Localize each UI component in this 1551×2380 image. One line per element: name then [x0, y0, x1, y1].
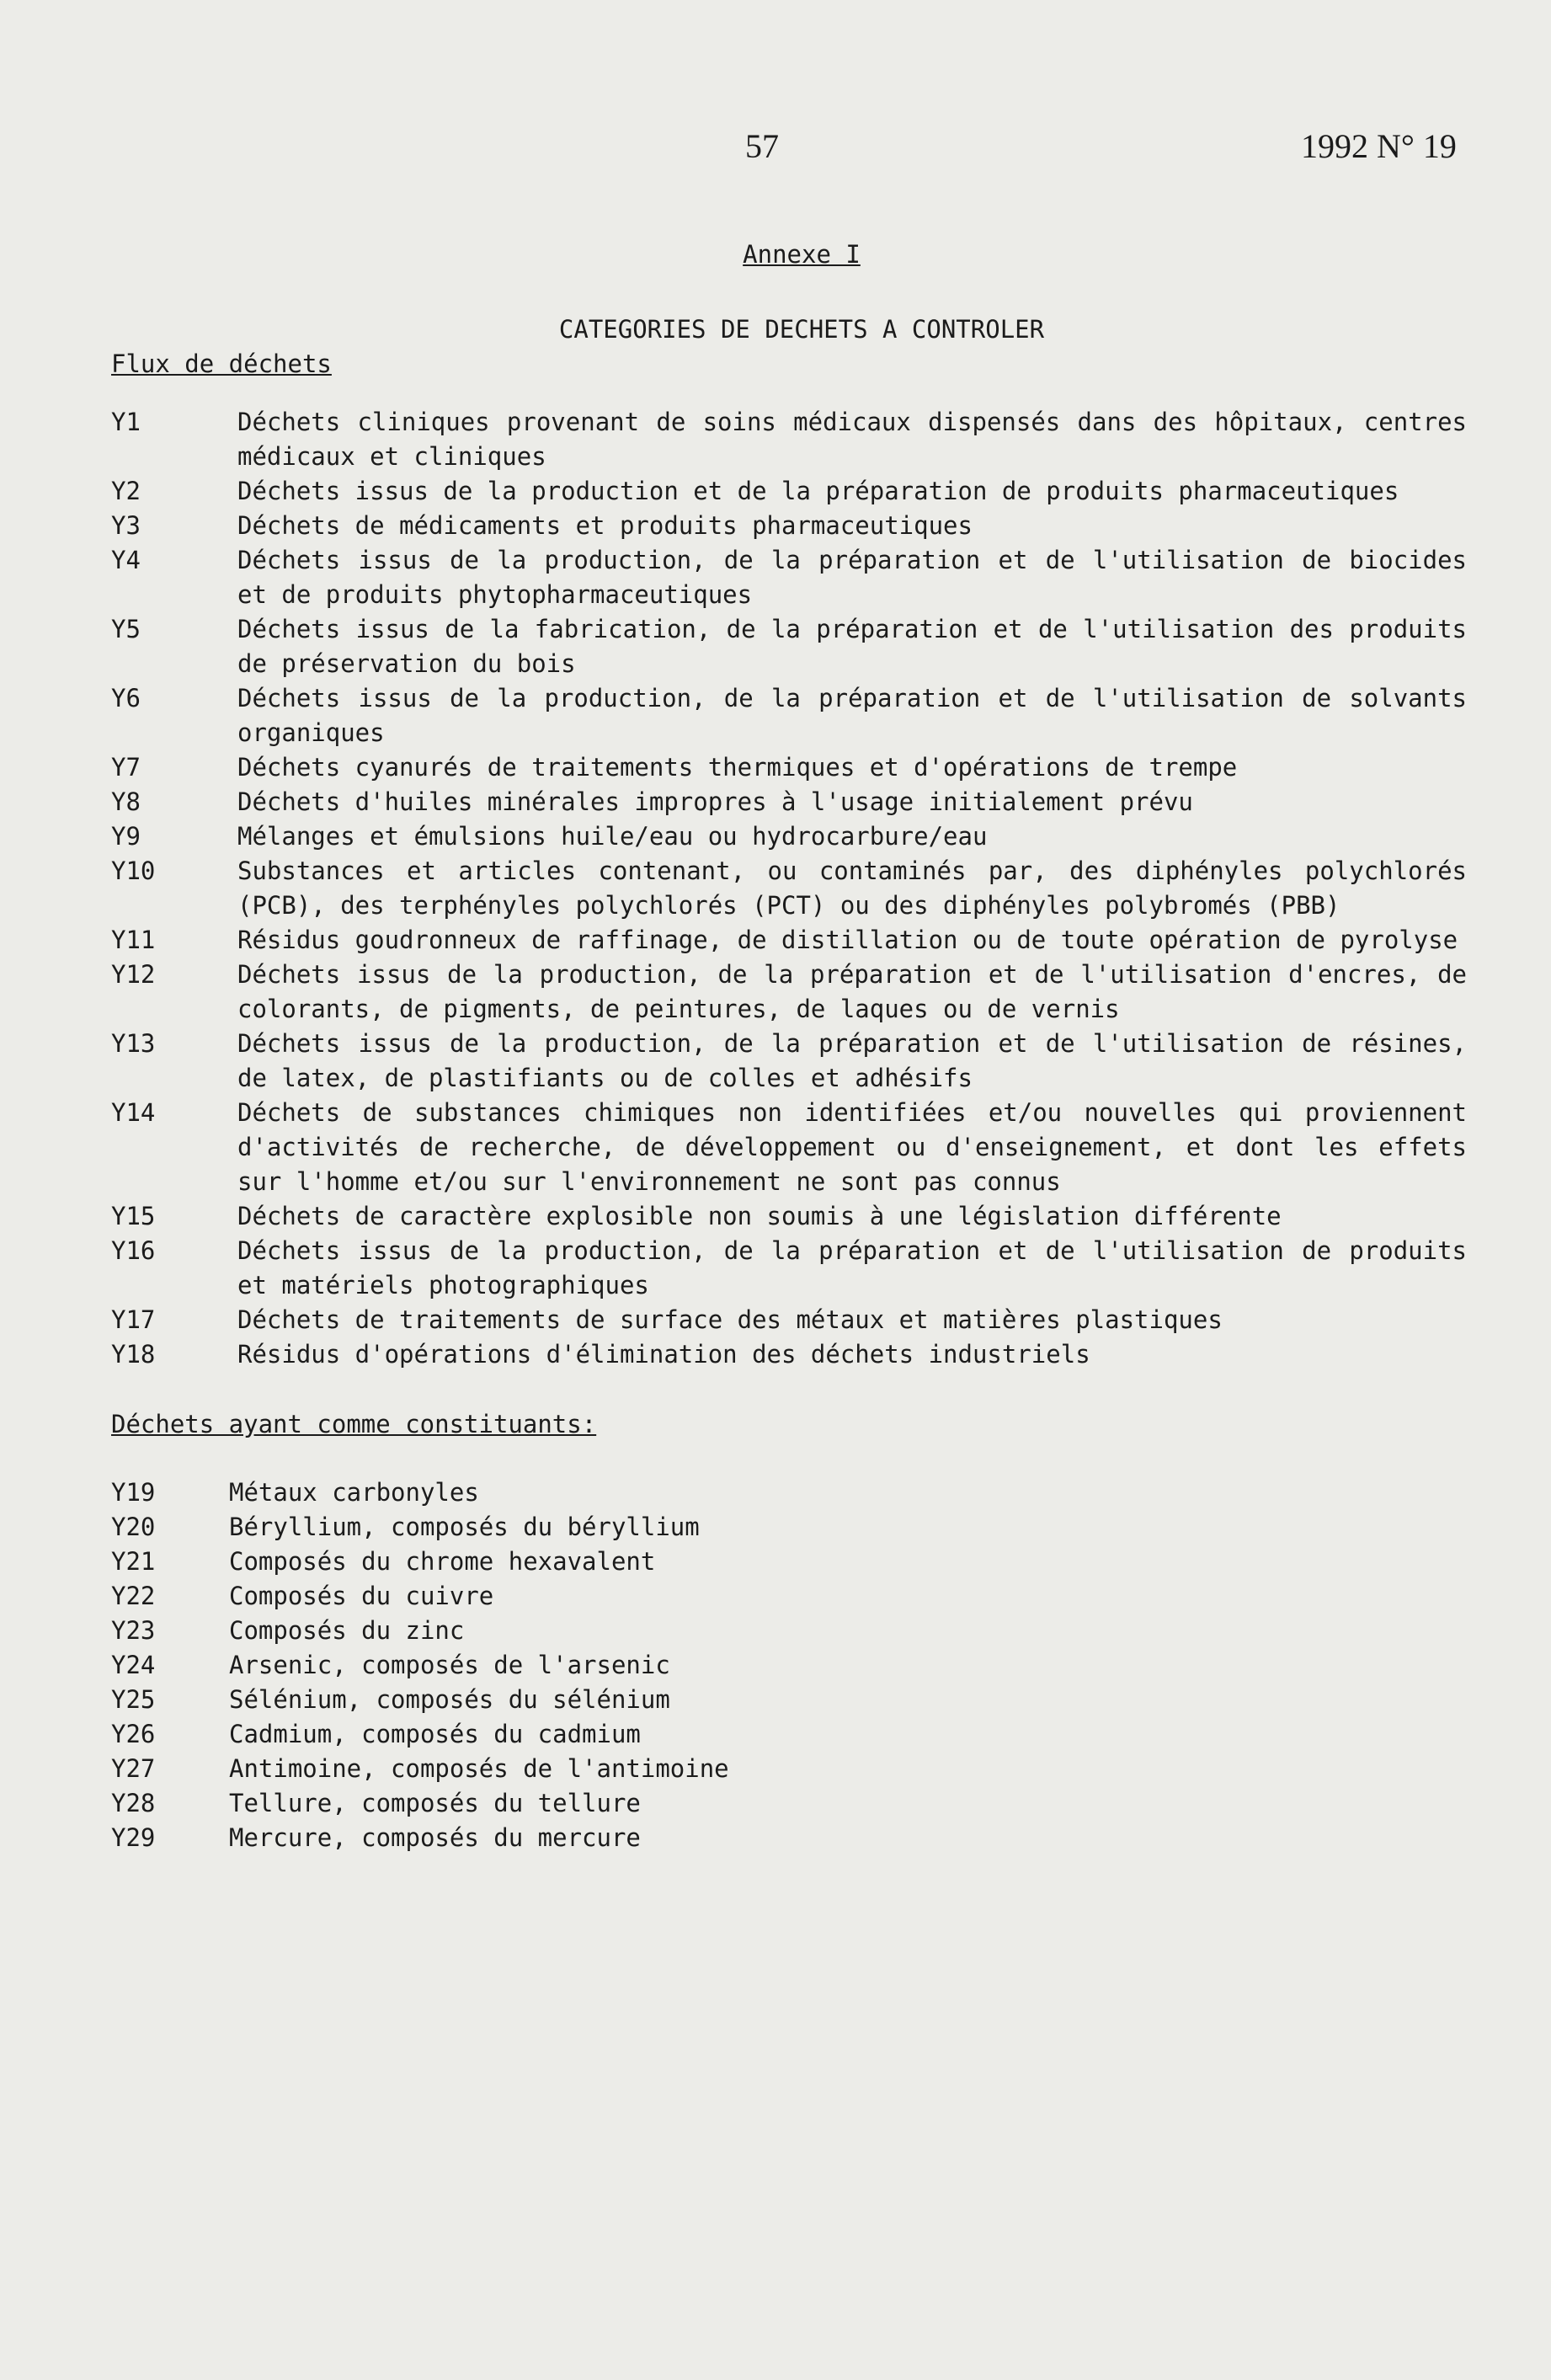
- entry-code: Y27: [111, 1754, 156, 1783]
- entry-code: Y11: [111, 926, 156, 954]
- section-heading-constituents: Déchets ayant comme constituants:: [111, 1410, 597, 1438]
- list-item: [111, 854, 1467, 923]
- entry-code: Y21: [111, 1547, 156, 1576]
- entry-description: Composés du zinc: [229, 1616, 465, 1645]
- list-item: [111, 1717, 1467, 1752]
- list-item: [111, 1821, 1467, 1855]
- list-item: [111, 750, 1467, 785]
- entry-description: Mercure, composés du mercure: [229, 1823, 641, 1852]
- entry-description: Antimoine, composés de l'antimoine: [229, 1754, 729, 1783]
- list-item: [111, 1614, 1467, 1648]
- entry-description: Déchets issus de la production, de la préparation et de l'utilisation de solvants organiques: [237, 684, 1467, 747]
- entry-description: Résidus d'opérations d'élimination des déchets industriels: [237, 1340, 1090, 1369]
- list-item: [111, 1752, 1467, 1786]
- entry-description: Composés du chrome hexavalent: [229, 1547, 656, 1576]
- entry-code: Y5: [111, 615, 141, 643]
- entry-code: Y14: [111, 1098, 156, 1127]
- entry-code: Y26: [111, 1720, 156, 1748]
- entry-code: Y9: [111, 822, 141, 851]
- issue-number: 1992 N° 19: [1301, 127, 1457, 165]
- page-number: 57: [745, 127, 779, 165]
- entry-code: Y4: [111, 546, 141, 574]
- entry-code: Y18: [111, 1340, 156, 1369]
- entry-description: Déchets de substances chimiques non identifiées et/ou nouvelles qui proviennent d'activités de recherche, de développement ou d'enseignement, et dont les effets sur l'homme et/ou sur l'environnement ne sont pas connus: [237, 1098, 1467, 1196]
- entry-description: Déchets issus de la production, de la préparation et de l'utilisation de produits et matériels photographiques: [237, 1236, 1467, 1299]
- entry-code: Y2: [111, 477, 141, 505]
- list-item: [111, 1510, 1467, 1545]
- entry-code: Y22: [111, 1582, 156, 1610]
- constituents-list: [111, 1475, 1467, 1855]
- entry-description: Déchets issus de la production, de la préparation et de l'utilisation de biocides et de produits phytopharmaceutiques: [237, 546, 1467, 609]
- list-item: [111, 681, 1467, 750]
- section-heading-waste-streams: Flux de déchets: [111, 350, 332, 378]
- list-item: [111, 1096, 1467, 1199]
- entry-description: Déchets issus de la production et de la préparation de produits pharmaceutiques: [237, 477, 1399, 505]
- entry-description: Déchets de traitements de surface des métaux et matières plastiques: [237, 1305, 1223, 1334]
- list-item: [111, 819, 1467, 854]
- entry-code: Y15: [111, 1202, 156, 1230]
- list-item: [111, 1683, 1467, 1717]
- entry-code: Y7: [111, 753, 141, 782]
- entry-description: Résidus goudronneux de raffinage, de distillation ou de toute opération de pyrolyse: [237, 926, 1458, 954]
- entry-description: Substances et articles contenant, ou contaminés par, des diphényles polychlorés (PCB), des terphényles polychlorés (PCT) ou des diphényles polybromés (PBB): [237, 856, 1467, 920]
- entry-code: Y6: [111, 684, 141, 712]
- annex-title: Annexe I: [743, 240, 861, 269]
- entry-description: Déchets de médicaments et produits pharmaceutiques: [237, 511, 973, 540]
- list-item: [111, 1027, 1467, 1096]
- list-item: [111, 1579, 1467, 1614]
- list-item: [111, 1545, 1467, 1579]
- entry-code: Y13: [111, 1029, 156, 1058]
- list-item: [111, 1475, 1467, 1510]
- category-title: CATEGORIES DE DECHETS A CONTROLER: [558, 315, 1045, 344]
- entry-code: Y23: [111, 1616, 156, 1645]
- entry-code: Y12: [111, 960, 156, 989]
- list-item: [111, 1337, 1467, 1372]
- entry-description: Déchets issus de la production, de la préparation et de l'utilisation de résines, de latex, de plastifiants ou de colles et adhésifs: [237, 1029, 1467, 1092]
- entry-code: Y16: [111, 1236, 156, 1265]
- list-item: [111, 1234, 1467, 1303]
- entry-code: Y17: [111, 1305, 156, 1334]
- page-header: [0, 126, 1551, 168]
- waste-streams-list: [111, 405, 1467, 1372]
- entry-description: Cadmium, composés du cadmium: [229, 1720, 641, 1748]
- entry-description: Métaux carbonyles: [229, 1478, 479, 1507]
- list-item: [111, 1648, 1467, 1683]
- entry-description: Déchets cliniques provenant de soins médicaux dispensés dans des hôpitaux, centres médicaux et cliniques: [237, 408, 1467, 471]
- list-item: [111, 923, 1467, 958]
- list-item: [111, 474, 1467, 509]
- entry-code: Y24: [111, 1651, 156, 1679]
- entry-description: Déchets d'huiles minérales impropres à l'usage initialement prévu: [237, 787, 1193, 816]
- entry-code: Y1: [111, 408, 141, 436]
- entry-description: Déchets issus de la production, de la préparation et de l'utilisation d'encres, de colorants, de pigments, de peintures, de laques ou de vernis: [237, 960, 1467, 1023]
- entry-description: Sélénium, composés du sélénium: [229, 1685, 670, 1714]
- entry-code: Y10: [111, 856, 156, 885]
- list-item: [111, 612, 1467, 681]
- entry-description: Mélanges et émulsions huile/eau ou hydrocarbure/eau: [237, 822, 988, 851]
- list-item: [111, 1199, 1467, 1234]
- list-item: [111, 1786, 1467, 1821]
- list-item: [111, 785, 1467, 819]
- entry-code: Y28: [111, 1789, 156, 1817]
- list-item: [111, 543, 1467, 612]
- entry-description: Déchets issus de la fabrication, de la préparation et de l'utilisation des produits de préservation du bois: [237, 615, 1467, 678]
- entry-code: Y20: [111, 1513, 156, 1541]
- entry-code: Y19: [111, 1478, 156, 1507]
- entry-description: Tellure, composés du tellure: [229, 1789, 641, 1817]
- entry-description: Déchets cyanurés de traitements thermiques et d'opérations de trempe: [237, 753, 1238, 782]
- document-body: [111, 237, 1467, 1855]
- list-item: [111, 405, 1467, 474]
- list-item: [111, 509, 1467, 543]
- entry-code: Y25: [111, 1685, 156, 1714]
- entry-code: Y3: [111, 511, 141, 540]
- entry-code: Y29: [111, 1823, 156, 1852]
- list-item: [111, 958, 1467, 1027]
- list-item: [111, 1303, 1467, 1337]
- entry-description: Béryllium, composés du béryllium: [229, 1513, 700, 1541]
- entry-description: Composés du cuivre: [229, 1582, 494, 1610]
- entry-description: Déchets de caractère explosible non soumis à une législation différente: [237, 1202, 1282, 1230]
- entry-code: Y8: [111, 787, 141, 816]
- entry-description: Arsenic, composés de l'arsenic: [229, 1651, 670, 1679]
